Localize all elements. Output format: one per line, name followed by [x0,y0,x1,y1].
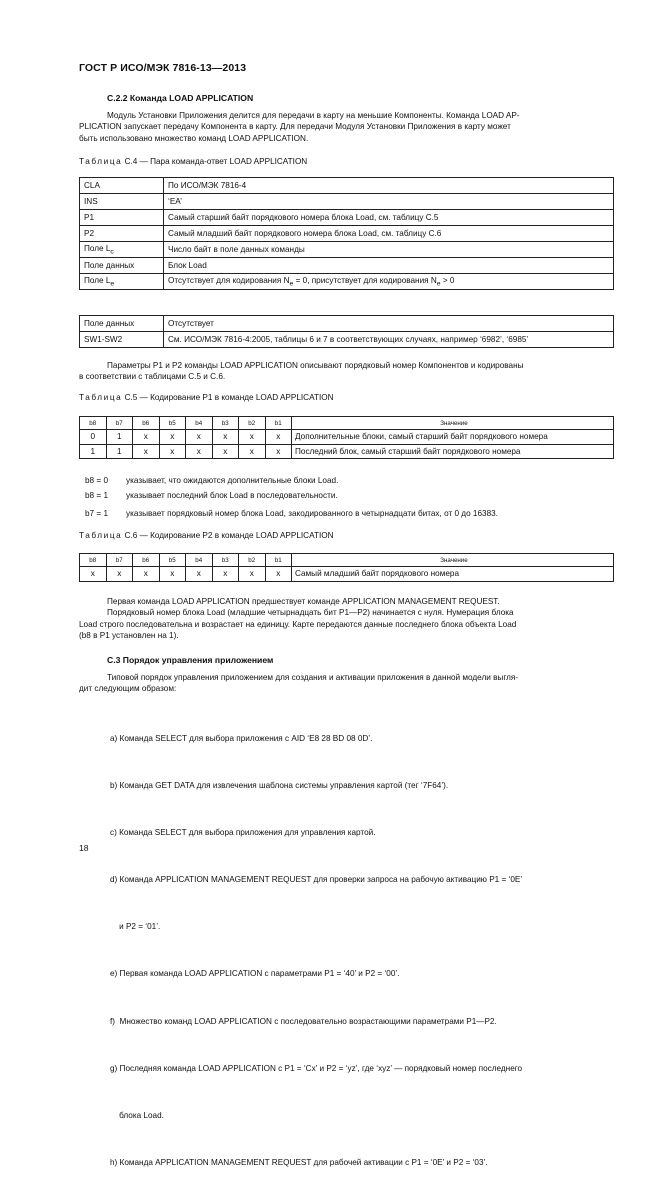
header-cell: b3 [212,554,239,567]
field-label: Поле L [84,243,111,253]
table-cell: x [133,567,160,582]
note-b8-1 [85,491,338,500]
table-cell: SW1-SW2 [80,332,164,348]
table-cell: По ИСО/МЭК 7816-4 [164,178,614,194]
header-cell: b3 [212,417,239,430]
header-cell: b2 [239,417,266,430]
paragraph-line: Первая команда LOAD APPLICATION предшествует команде APPLICATION MANAGEMENT REQUEST. [107,597,500,606]
table-cell: x [133,430,160,445]
field-label: Поле L [84,275,111,285]
table-row [80,242,614,258]
table-cell: x [186,567,213,582]
note-b8-0 [85,476,338,485]
table-cell: Самый младший байт порядкового номера блока Load, см. таблицу С.6 [164,226,614,242]
table-c4-response [79,315,614,348]
table-cell: 1 [106,444,133,459]
caption-label: Таблица [79,393,123,402]
table-row [80,178,614,194]
table-row [80,316,614,332]
table-cell [164,274,614,290]
table-cell: Последний блок, самый старший байт порядкового номера [292,444,614,459]
section-title-c22: С.2.2 Команда LOAD APPLICATION [107,93,254,103]
table-cell: Отсутствует [164,316,614,332]
note-text: указывает, что ожидаются дополнительные блоки Load. [126,476,339,485]
table-row [80,444,614,459]
cell-text: > 0 [440,275,455,285]
header-cell: b5 [159,417,186,430]
table-row [80,567,614,582]
list-item: и P2 = ‘01’. [110,922,161,932]
header-cell: b2 [239,554,266,567]
table-c5 [79,416,614,459]
table-cell: x [159,444,186,459]
table-cell: x [212,567,239,582]
table-cell: Самый старший байт порядкового номера блока Load, см. таблицу С.5 [164,210,614,226]
list-item: b) Команда GET DATA для извлечения шаблона системы управления картой (тег ‘7F64’). [110,781,449,791]
note-text: указывает порядковый номер блока Load, закодированного в четырнадцати битах, от 0 до 16383. [126,509,498,518]
table-cell: x [186,444,213,459]
paragraph-line: в соответствии с таблицами С.5 и С.6. [79,372,226,382]
caption-label: Таблица [79,531,123,540]
paragraph-line: (b8 в P1 установлен на 1). [79,630,179,640]
table-cell: x [133,444,160,459]
table-cell: 1 [106,430,133,445]
list-item: c) Команда SELECT для выбора приложения для управления картой. [110,828,376,838]
header-cell: b1 [265,417,292,430]
table-cell: x [239,444,266,459]
section-title-c3: С.3 Порядок управления приложением [107,655,274,665]
table-cell: Блок Load [164,258,614,274]
caption-text: С.5 — Кодирование P1 в команде LOAD APPLICATION [124,393,334,402]
subscript: e [110,280,115,288]
table-cell: x [186,430,213,445]
table-row [80,430,614,445]
table-cell: Самый младший байт порядкового номера [292,567,614,582]
paragraph-intro [79,110,585,144]
header-cell: Значение [292,417,614,430]
table-row [80,274,614,290]
document-header: ГОСТ Р ИСО/МЭК 7816-13—2013 [79,62,247,74]
subscript: e [436,280,441,288]
table-row [80,226,614,242]
paragraph-line: дит следующим образом: [79,684,177,694]
table-cell: INS [80,194,164,210]
table-header-row [80,554,614,567]
note-key: b8 = 0 [85,476,108,485]
header-cell: b4 [186,554,213,567]
table-cell: x [159,567,186,582]
table-cell: x [265,444,292,459]
table-c4 [79,177,614,290]
table-row [80,258,614,274]
header-cell: b5 [159,554,186,567]
table-cell: Число байт в поле данных команды [164,242,614,258]
paragraph-line: Load строго последовательна и возрастает на единицу. Карте передаются данные последнего блока объекта Load [79,619,517,629]
table-cell: x [106,567,133,582]
table-cell: P2 [80,226,164,242]
table-cell [80,274,164,290]
table-cell: 1 [80,444,107,459]
header-cell: b8 [80,554,107,567]
table-c5-caption [79,393,334,402]
list-item: g) Последняя команда LOAD APPLICATION с P1 = ‘Cx’ и P2 = ‘yz’, где ‘xyz’ — порядковый номер последнего [110,1063,523,1073]
table-row [80,194,614,210]
note-b7-1 [85,509,498,518]
paragraph-line: Модуль Установки Приложения делится для передачи в карту на меньшие Компоненты. Команда LOAD AP- [107,111,520,120]
paragraph-first-command [79,596,614,641]
table-cell: x [239,567,266,582]
table-cell: x [212,430,239,445]
paragraph-line: Типовой порядок управления приложением для создания и активации приложения в данной модели выгля- [107,673,519,682]
table-cell: x [80,567,107,582]
table-row [80,332,614,348]
note-text: указывает последний блок Load в последовательности. [126,491,338,500]
paragraph-order-intro [79,672,614,695]
table-c6 [79,553,614,582]
table-cell [80,242,164,258]
header-cell: b7 [106,417,133,430]
header-cell: b6 [133,554,160,567]
table-cell: См. ИСО/МЭК 7816-4:2005, таблицы 6 и 7 в соответствующих случаях, например ‘6982’, ‘6985’ [164,332,614,348]
subscript: c [110,248,114,256]
cell-text: Отсутствует для кодирования N [168,275,290,285]
table-cell: x [159,430,186,445]
header-cell: b7 [106,554,133,567]
table-row [80,210,614,226]
table-cell: Поле данных [80,258,164,274]
table-c4-caption [79,157,307,166]
list-item: a) Команда SELECT для выбора приложения с AID ‘E8 28 BD 08 0D’. [110,734,373,743]
list-item: h) Команда APPLICATION MANAGEMENT REQUEST для рабочей активации с P1 = ‘0E’ и P2 = ‘03’. [110,1157,488,1167]
table-cell: CLA [80,178,164,194]
caption-text: С.4 — Пара команда-ответ LOAD APPLICATION [124,157,308,166]
table-cell: x [265,430,292,445]
paragraph-line: Параметры P1 и P2 команды LOAD APPLICATION описывают порядковый номер Компонентов и кодированы [107,361,524,370]
table-cell: x [212,444,239,459]
table-cell: x [239,430,266,445]
table-cell: Поле данных [80,316,164,332]
table-cell: P1 [80,210,164,226]
header-cell: b1 [265,554,292,567]
table-cell: x [265,567,292,582]
note-key: b7 = 1 [85,509,108,518]
cell-text: = 0, присутствует для кодирования N [293,275,437,285]
table-c6-caption [79,531,334,540]
list-item: f) Множество команд LOAD APPLICATION с последовательно возрастающими параметрами P1—P2. [110,1016,497,1026]
paragraph-line: быть использовано множество команд LOAD APPLICATION. [79,133,309,143]
header-cell: b8 [80,417,107,430]
list-item: e) Первая команда LOAD APPLICATION с параметрами P1 = ‘40’ и P2 = ‘00’. [110,969,400,979]
list-item: d) Команда APPLICATION MANAGEMENT REQUEST для проверки запроса на рабочую активацию P1 = ‘0E’ [110,875,523,885]
header-cell: b6 [133,417,160,430]
caption-label: Таблица [79,157,123,166]
header-cell: Значение [292,554,614,567]
paragraph-line: PLICATION запускает передачу Компонента в карту. Для передачи Модуля Установки Приложения в карту может [79,122,511,132]
page-number: 18 [79,843,89,853]
note-key: b8 = 1 [85,491,108,500]
table-cell: ‘EA’ [164,194,614,210]
subscript: e [289,280,294,288]
paragraph-line: Порядковый номер блока Load (младшие четырнадцать бит P1—P2) начинается с нуля. Нумерация блока [107,608,514,618]
paragraph-p1p2 [79,360,614,383]
table-cell: Дополнительные блоки, самый старший байт порядкового номера [292,430,614,445]
caption-text: С.6 — Кодирование P2 в команде LOAD APPLICATION [124,531,334,540]
header-cell: b4 [186,417,213,430]
table-header-row [80,417,614,430]
procedure-list [110,697,615,1204]
list-item: блока Load. [110,1110,164,1120]
table-cell: 0 [80,430,107,445]
